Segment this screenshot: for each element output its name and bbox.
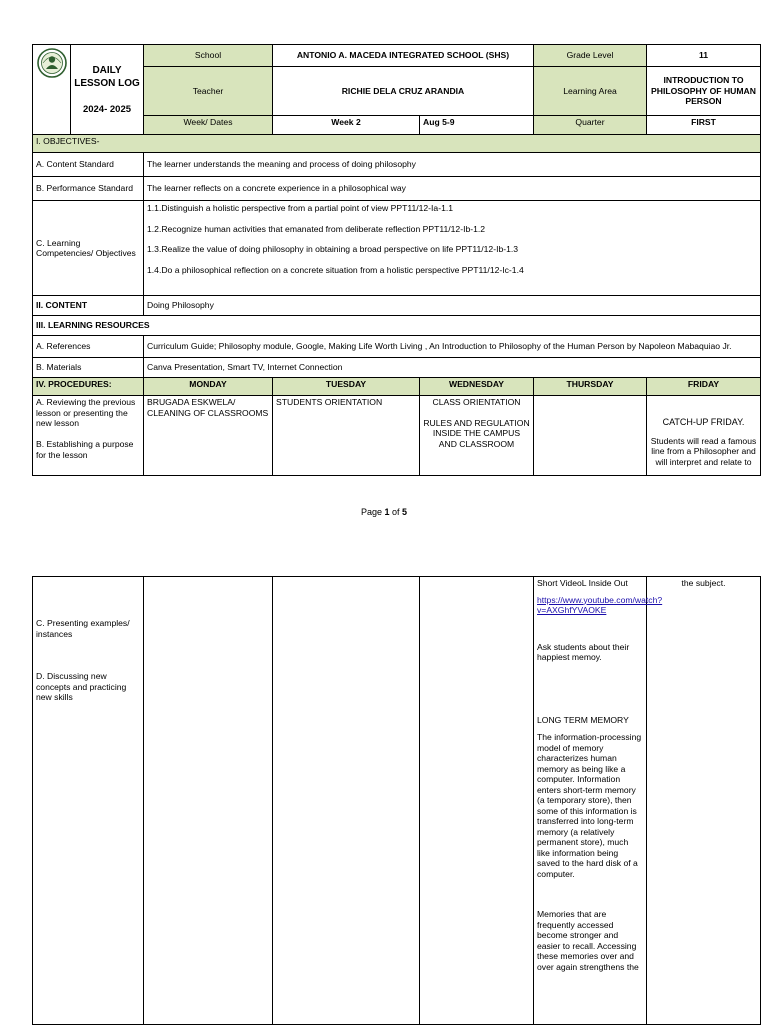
memory-paragraph-2: Memories that are frequently accessed become stronger and easier to recall. Accessing these memories over and over again strengthens the: [537, 909, 639, 972]
competency-item: 1.2.Recognize human activities that emanated from deliberate reflection PPT11/12-Ib-1.2: [147, 223, 486, 234]
discussing-concepts-label: D. Discussing new concepts and practicing new skills: [36, 671, 127, 702]
friday-line-2: Students will read a famous line from a Philosopher and will interpret and relate to: [650, 435, 757, 467]
learning-area-label: Learning Area: [534, 67, 647, 116]
wednesday-activity-cont: [420, 577, 534, 1025]
quarter-value: FIRST: [647, 116, 761, 135]
establishing-purpose-label: B. Establishing a purpose for the lesson: [36, 439, 134, 460]
lesson-log-page-2: [32, 576, 760, 1025]
objectives-heading: I. OBJECTIVES-: [33, 135, 761, 153]
competency-item: 1.4.Do a philosophical reflection on a concrete situation from a holistic perspective PPT11/12-Ic-1.4: [147, 264, 524, 275]
friday-activity: [647, 396, 761, 476]
content-value: Doing Philosophy: [144, 296, 761, 316]
content-standard-label: A. Content Standard: [33, 153, 144, 177]
competency-item: 1.3.Realize the value of doing philosophy in obtaining a broad perspective on life PPT11/12-Ib-1.3: [147, 244, 519, 254]
dates-value: Aug 5-9: [420, 116, 534, 135]
thursday-video-text: Short VideoL Inside Out: [537, 578, 628, 588]
presenting-examples-label: C. Presenting examples/ instances: [36, 618, 130, 639]
thursday-ask-text: Ask students about their happiest memoy.: [537, 641, 630, 662]
thursday-activity: [534, 396, 647, 476]
thursday-activity-cont: [534, 577, 663, 1025]
competency-item: 1.1.Distinguish a holistic perspective from a partial point of view PPT11/12-Ia-1.1: [147, 203, 454, 213]
materials-label: B. Materials: [33, 358, 144, 378]
day-header-thursday: THURSDAY: [534, 378, 647, 396]
day-header-monday: MONDAY: [144, 378, 273, 396]
competencies-list: [144, 201, 761, 296]
references-value: Curriculum Guide; Philosophy module, Google, Making Life Worth Living , An Introduction to Philosophy of the Human Person by Napoleon Mabaquiao Jr.: [144, 336, 761, 358]
lesson-log-table-continued: [32, 576, 761, 1025]
reviewing-label: A. Reviewing the previous lesson or presenting the new lesson: [36, 397, 136, 428]
quarter-label: Quarter: [534, 116, 647, 135]
procedure-labels-cd: [33, 577, 144, 1025]
teacher-label: Teacher: [144, 67, 273, 116]
tuesday-activity: STUDENTS ORIENTATION: [273, 396, 420, 476]
memory-paragraph-1: The information-processing model of memory characterizes human memory as being like a computer. Information enters short-term memory (a temporary store), then some of this information is transferred into long-term memory (a relatively permanent store), much like information being saved to the hard disk of a computer.: [537, 732, 642, 879]
content-heading: II. CONTENT: [33, 296, 144, 316]
long-term-memory-heading: LONG TERM MEMORY: [537, 714, 629, 725]
materials-value: Canva Presentation, Smart TV, Internet Connection: [144, 358, 761, 378]
wednesday-activity: [420, 396, 534, 476]
grade-level-label: Grade Level: [534, 45, 647, 67]
school-logo-cell: [33, 45, 71, 135]
friday-line-1: CATCH-UP FRIDAY.: [662, 417, 745, 427]
competencies-label: C. Learning Competencies/ Objectives: [33, 201, 144, 296]
teacher-value: RICHIE DELA CRUZ ARANDIA: [273, 67, 534, 116]
day-header-wednesday: WEDNESDAY: [420, 378, 534, 396]
grade-level-value: 11: [647, 45, 761, 67]
performance-standard-label: B. Performance Standard: [33, 177, 144, 201]
week-dates-label: Week/ Dates: [144, 116, 273, 135]
lesson-log-table: [32, 44, 761, 476]
daily-lesson-log-title: DAILY LESSON LOG 2024- 2025: [71, 45, 144, 135]
youtube-link[interactable]: https://www.youtube.com/watch?v=AXGhfYVAOKE: [537, 594, 663, 615]
school-value: ANTONIO A. MACEDA INTEGRATED SCHOOL (SHS): [273, 45, 534, 67]
friday-activity-cont: the subject.: [647, 577, 761, 1025]
day-header-friday: FRIDAY: [647, 378, 761, 396]
wednesday-line-2: RULES AND REGULATION INSIDE THE CAMPUS AND CLASSROOM: [423, 417, 530, 449]
monday-activity: BRUGADA ESKWELA/ CLEANING OF CLASSROOMS: [144, 396, 273, 476]
learning-resources-heading: III. LEARNING RESOURCES: [33, 316, 761, 336]
wednesday-line-1: CLASS ORIENTATION: [432, 397, 521, 407]
procedures-heading: IV. PROCEDURES:: [33, 378, 144, 396]
school-seal-icon: [37, 48, 67, 78]
learning-area-value: INTRODUCTION TO PHILOSOPHY OF HUMAN PERSON: [647, 67, 761, 116]
week-value: Week 2: [273, 116, 420, 135]
monday-activity-cont: [144, 577, 273, 1025]
lesson-log-page-1: [32, 44, 760, 476]
procedure-labels-ab: [33, 396, 144, 476]
content-standard-value: The learner understands the meaning and process of doing philosophy: [144, 153, 761, 177]
performance-standard-value: The learner reflects on a concrete experience in a philosophical way: [144, 177, 761, 201]
day-header-tuesday: TUESDAY: [273, 378, 420, 396]
references-label: A. References: [33, 336, 144, 358]
page-footer: Page 1 of 5: [360, 507, 408, 517]
tuesday-activity-cont: [273, 577, 420, 1025]
school-label: School: [144, 45, 273, 67]
